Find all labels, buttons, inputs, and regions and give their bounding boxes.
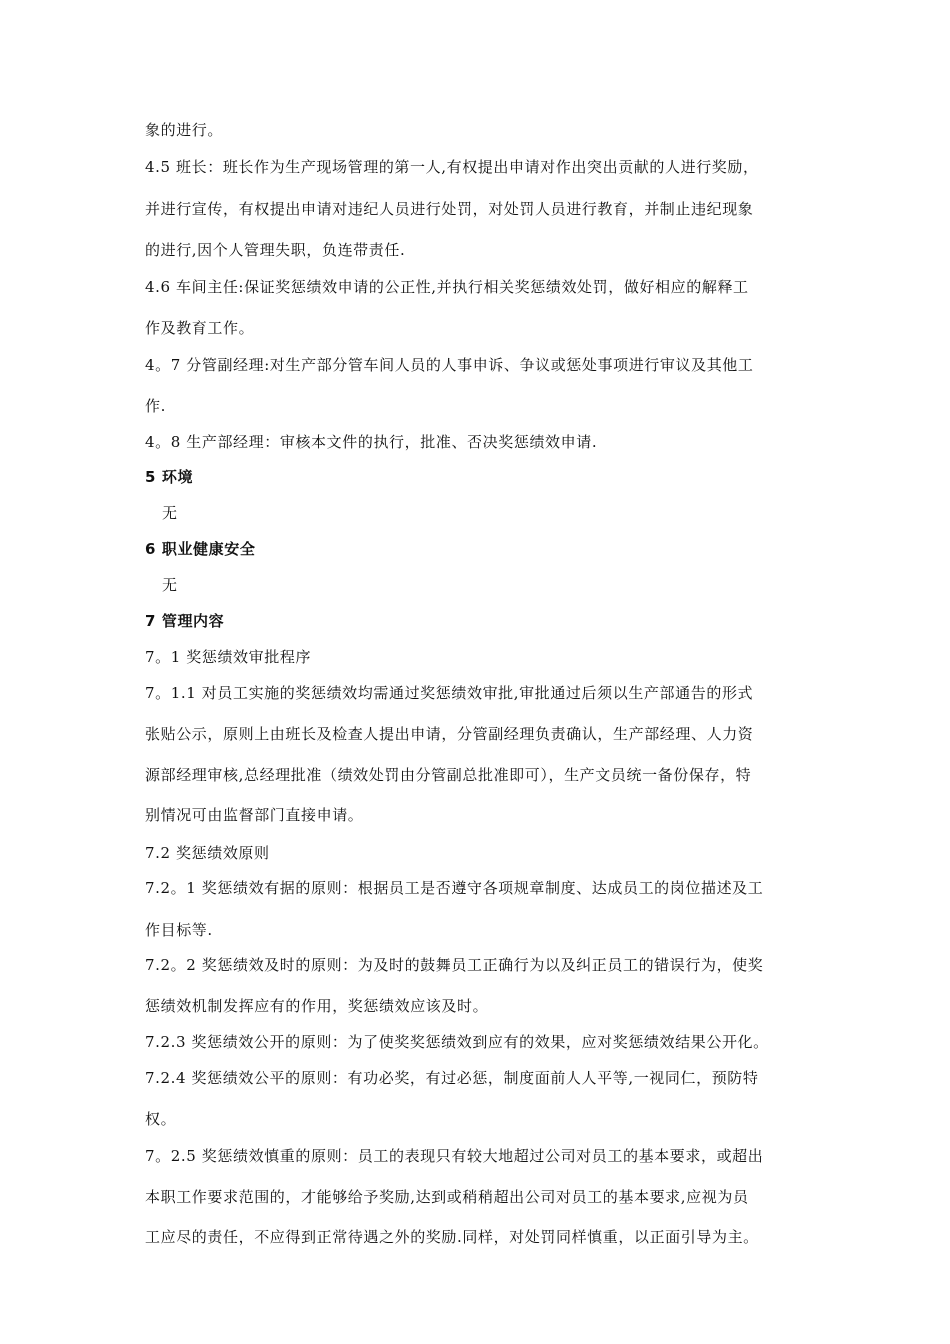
text-line: 7.2.3 奖惩绩效公开的原则：为了使奖奖惩绩效到应有的效果，应对奖惩绩效结果公开化。: [145, 1033, 769, 1051]
section-body: 无: [162, 504, 178, 522]
text-line: 7.2.4 奖惩绩效公平的原则：有功必奖，有过必惩，制度面前人人平等,一视同仁，预防特: [145, 1069, 759, 1087]
text-line: 4.6 车间主任:保证奖惩绩效申请的公正性,并执行相关奖惩绩效处罚，做好相应的解释工: [145, 278, 749, 296]
text-line: 7.2。2 奖惩绩效及时的原则：为及时的鼓舞员工正确行为以及纠正员工的错误行为，使奖: [145, 956, 764, 974]
subsection-heading: 7。1 奖惩绩效审批程序: [145, 648, 312, 666]
text-line: 权。: [145, 1110, 177, 1128]
section-heading: 6 职业健康安全: [145, 540, 256, 558]
text-line: 本职工作要求范围的，才能够给予奖励,达到或稍稍超出公司对员工的基本要求,应视为员: [145, 1188, 749, 1206]
text-line: 源部经理审核,总经理批准（绩效处罚由分管副总批准即可），生产文员统一备份保存，特: [145, 766, 752, 784]
text-line: 7。1.1 对员工实施的奖惩绩效均需通过奖惩绩效审批,审批通过后须以生产部通告的形式: [145, 684, 754, 702]
subsection-heading: 7.2 奖惩绩效原则: [145, 844, 270, 862]
text-line: 并进行宣传，有权提出申请对违纪人员进行处罚，对处罚人员进行教育，并制止违纪现象: [145, 200, 754, 218]
text-line: 4。7 分管副经理:对生产部分管车间人员的人事申诉、争议或惩处事项进行审议及其他工: [145, 356, 754, 374]
text-line: 作目标等.: [145, 921, 213, 939]
section-heading: 7 管理内容: [145, 612, 225, 630]
text-line: 别情况可由监督部门直接申请。: [145, 806, 364, 824]
section-body: 无: [162, 576, 178, 594]
section-heading: 5 环境: [145, 468, 194, 486]
text-line: 4。8 生产部经理：审核本文件的执行，批准、否决奖惩绩效申请.: [145, 433, 598, 451]
text-line: 作及教育工作。: [145, 319, 255, 337]
text-line: 的进行,因个人管理失职，负连带责任.: [145, 241, 406, 259]
text-line: 作.: [145, 397, 166, 415]
text-line: 惩绩效机制发挥应有的作用，奖惩绩效应该及时。: [145, 997, 489, 1015]
text-line: 工应尽的责任，不应得到正常待遇之外的奖励.同样，对处罚同样慎重，以正面引导为主。: [145, 1228, 759, 1246]
text-line: 7.2。1 奖惩绩效有据的原则：根据员工是否遵守各项规章制度、达成员工的岗位描述及工: [145, 879, 764, 897]
text-line: 张贴公示，原则上由班长及检查人提出申请，分管副经理负责确认，生产部经理、人力资: [145, 725, 754, 743]
text-line: 7。2.5 奖惩绩效慎重的原则：员工的表现只有较大地超过公司对员工的基本要求，或超出: [145, 1147, 764, 1165]
text-line: 象的进行。: [145, 121, 224, 139]
text-line: 4.5 班长：班长作为生产现场管理的第一人,有权提出申请对作出突出贡献的人进行奖励，: [145, 158, 759, 176]
